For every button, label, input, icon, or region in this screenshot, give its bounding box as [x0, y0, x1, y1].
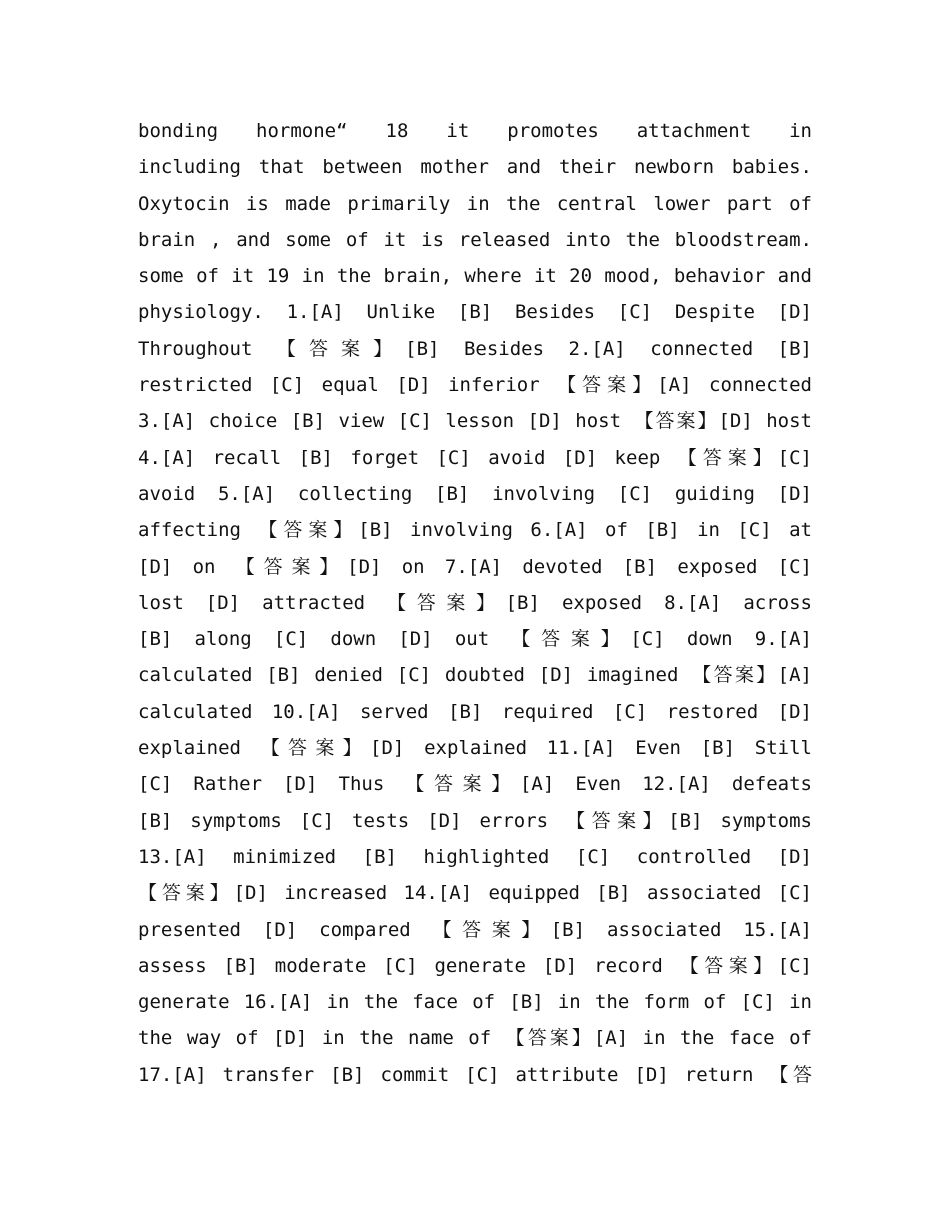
text-line: [D] on 【答案】[D] on 7.[A] devoted [B] exposed [C] — [138, 555, 812, 578]
text-line: including that between mother and their newborn babies. — [138, 156, 812, 179]
text-line: some of it 19 in the brain, where it 20 mood, behavior and — [138, 265, 812, 288]
text-line: 3.[A] choice [B] view [C] lesson [D] host 【答案】[D] host — [138, 410, 812, 433]
text-line: calculated [B] denied [C] doubted [D] imagined 【答案】[A] — [138, 664, 812, 687]
text-line: restricted [C] equal [D] inferior 【答案】[A] connected — [138, 374, 812, 397]
text-line: calculated 10.[A] served [B] required [C] restored [D] — [138, 700, 812, 723]
text-line: 4.[A] recall [B] forget [C] avoid [D] keep 【答案】[C] — [138, 446, 812, 469]
text-line: affecting 【答案】[B] involving 6.[A] of [B] in [C] at — [138, 519, 812, 542]
text-line: [B] along [C] down [D] out 【答案】[C] down 9.[A] — [138, 628, 812, 651]
text-line: 【答案】[D] increased 14.[A] equipped [B] associated [C] — [138, 882, 812, 905]
text-line: [C] Rather [D] Thus 【答案】[A] Even 12.[A] defeats — [138, 773, 812, 796]
text-line: 17.[A] transfer [B] commit [C] attribute [D] return 【答 — [138, 1063, 812, 1086]
text-line: the way of [D] in the name of 【答案】[A] in the face of — [138, 1027, 812, 1050]
text-line: generate 16.[A] in the face of [B] in the form of [C] in — [138, 991, 812, 1014]
body-text — [138, 113, 812, 1093]
text-line: brain , and some of it is released into the bloodstream. — [138, 228, 812, 251]
text-line: avoid 5.[A] collecting [B] involving [C] guiding [D] — [138, 482, 812, 505]
text-line: bonding hormone“ 18 it promotes attachment in — [138, 120, 812, 142]
text-line: explained 【答案】[D] explained 11.[A] Even [B] Still — [138, 737, 812, 760]
text-line: Throughout 【答案】[B] Besides 2.[A] connected [B] — [138, 337, 812, 360]
text-line: [B] symptoms [C] tests [D] errors 【答案】[B] symptoms — [138, 809, 812, 832]
text-line: physiology. 1.[A] Unlike [B] Besides [C] Despite [D] — [138, 301, 812, 324]
text-line: assess [B] moderate [C] generate [D] record 【答案】[C] — [138, 954, 812, 977]
text-line: 13.[A] minimized [B] highlighted [C] controlled [D] — [138, 845, 812, 868]
text-line: lost [D] attracted 【答案】[B] exposed 8.[A] across — [138, 591, 812, 614]
text-line: presented [D] compared 【答案】[B] associated 15.[A] — [138, 918, 812, 941]
text-line: Oxytocin is made primarily in the central lower part of — [138, 192, 812, 215]
